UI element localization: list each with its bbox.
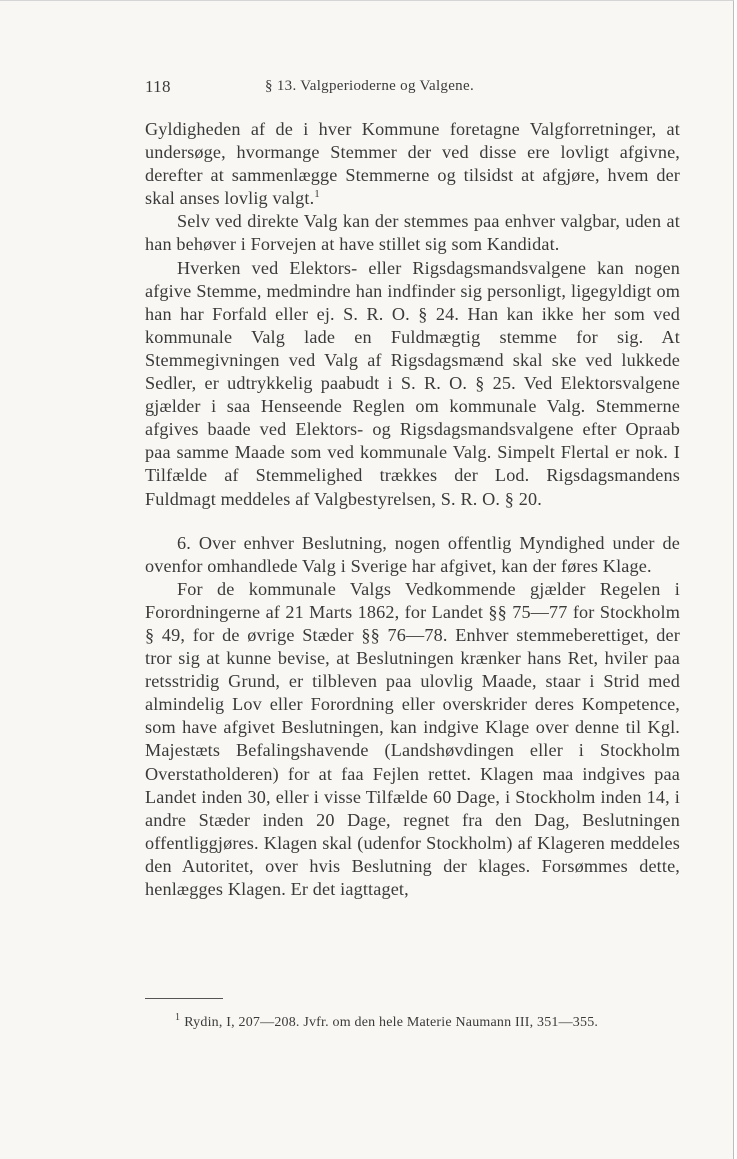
section-paragraph <box>145 532 680 578</box>
paragraph-text: Hverken ved Elektors- eller Rigsdagsmandsvalgene kan nogen afgive Stemme, medmindre han indfinder sig personligt, ligegyldigt om han har Forfald eller ej. S. R. O. § 24. Han kan ikke her som ved kommunale Valg lade en Fuldmægtig stemme for sig. At Stemmegivningen ved Valg af Rigsdagsmænd skal ske ved lukkede Sedler, er udtrykkelig paabudt i S. R. O. § 25. Ved Elektorsvalgene gjælder i saa Henseende Reglen om kommunale Valg. Stemmerne afgives baade ved Elektors- og Rigsdagsmandsvalgene efter Opraab paa samme Maade som ved kommunale Valg. Simpelt Flertal er nok. I Tilfælde af Stemmelighed trækkes der Lod. Rigsdagsmandens Fuldmagt meddeles af Valgbestyrelsen, S. R. O. § 20. <box>145 257 680 509</box>
footnote-divider <box>145 998 223 999</box>
page-number: 118 <box>145 77 171 96</box>
body-text <box>145 118 680 901</box>
paragraph <box>145 578 680 901</box>
footnote-mark: 1 <box>175 1012 181 1024</box>
footnote-text: Rydin, I, 207—208. Jvfr. om den hele Materie Naumann III, 351—355. <box>184 1015 599 1030</box>
paragraph <box>145 210 680 256</box>
footnote-reference: 1 <box>314 188 320 201</box>
footnote <box>175 1012 685 1031</box>
paragraph-continuation <box>145 118 680 210</box>
running-title: § 13. Valgperioderne og Valgene. <box>265 78 474 94</box>
paragraph-text: Gyldigheden af de i hver Kommune foretagne Valgforretninger, at undersøge, hvormange Stemmer der ved disse ere lovligt afgivne, derefter at sammenlægge Stemmerne og tilsidst at afgjøre, hvem der skal anses lovlig valgt. <box>145 119 680 209</box>
paragraph <box>145 257 680 511</box>
paragraph-text: For de kommunale Valgs Vedkommende gjælder Regelen i Forordningerne af 21 Marts 1862, for Landet §§ 75—77 for Stockholm § 49, for de øvrige Stæder §§ 76—78. Enhver stemmeberettiget, der tror sig at kunne bevise, at Beslutningen krænker hans Ret, hviler paa retsstridig Grund, er tilbleven paa ulovlig Maade, staar i Strid med almindelig Lov eller Forordning eller overskrider deres Kompetence, som have afgivet Beslutningen, kan indgive Klage over denne til Kgl. Majestæts Befalingshavende (Landshøvdingen eller i Stockholm Overstatholderen) for at faa Fejlen rettet. Klagen maa indgives paa Landet inden 30, eller i visse Tilfælde 60 Dage, i Stockholm inden 14, i andre Stæder inden 20 Dage, regnet fra den Dag, Beslutningen offentliggjøres. Klagen skal (udenfor Stockholm) af Klageren meddeles den Autoritet, over hvis Beslutning der klages. Forsømmes dette, henlægges Klagen. Er det iagttaget, <box>145 578 680 899</box>
paragraph-text: Selv ved direkte Valg kan der stemmes paa enhver valgbar, uden at han behøver i Forvejen at have stillet sig som Kandidat. <box>145 211 680 255</box>
paragraph-text: 6. Over enhver Beslutning, nogen offentlig Myndighed under de ovenfor omhandlede Valg i Sverige har afgivet, kan der føres Klage. <box>145 532 680 576</box>
